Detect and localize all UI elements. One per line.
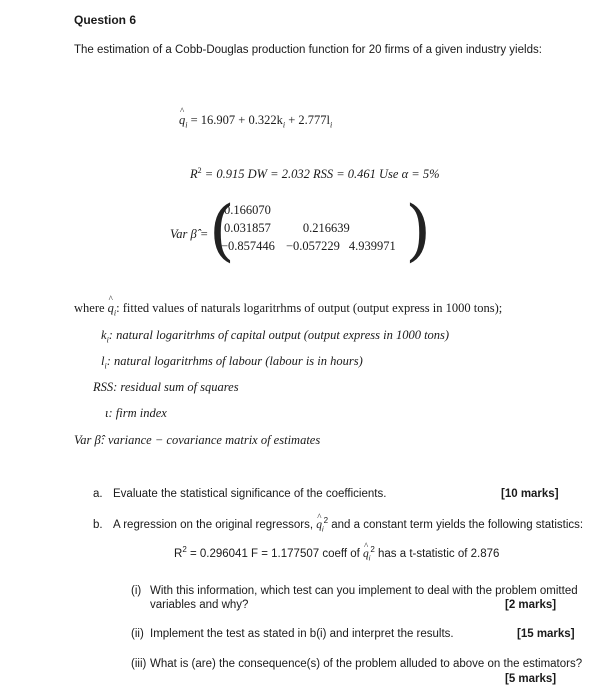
definition-var: Var β̂: variance − covariance matrix of estimates [74, 433, 321, 447]
matrix-row-2: 0.031857 0.216639 [224, 221, 350, 235]
matrix-right-paren: ) [405, 192, 431, 269]
definition-q: where ^ $q_i$: fitted values of naturals logaritrhms of output (output express in 1000 tons); [74, 301, 502, 318]
part-b-ii-text: Implement the test as stated in b(i) and interpret the results. [150, 628, 454, 640]
intro-text: The estimation of a Cobb-Douglas production function for 20 firms of a given industry yields: [74, 44, 542, 56]
question-heading: Question 6 [74, 13, 137, 27]
definition-k: $k_i$: natural logaritrhms of capital output (output express in 1000 tons) [101, 328, 450, 345]
part-b-i-label: (i) [131, 585, 142, 597]
matrix-row-1: 0.166070 [224, 203, 271, 217]
part-b-iii-text: What is (are) the consequence(s) of the problem alluded to above on the estimators? [150, 658, 583, 670]
definition-l: $l_i$: natural logaritrhms of labour (labour is in hours) [101, 354, 363, 371]
var-beta-label: Var β̂ = [170, 227, 209, 241]
part-a-marks: [10 marks] [501, 488, 559, 500]
part-b-iii-marks: [5 marks] [505, 673, 557, 685]
matrix-row-3: −0.857446 −0.057229 4.939971 [221, 239, 396, 253]
part-b-ii-marks: [15 marks] [517, 628, 575, 640]
regression-equation: ^ $q_i = 16.907 + 0.322k_i + 2.777l_i$ [179, 113, 332, 130]
part-b-label: b. [93, 519, 103, 531]
part-b-stats: $R^2 = 0.296041$ F = 1.177507 coeff of ^ $q_i^2$ has a t-statistic of 2.876 [174, 548, 499, 562]
part-b-i-text-1: With this information, which test can you implement to deal with the problem omitted [150, 585, 578, 597]
definition-rss: RSS: residual sum of squares [93, 380, 239, 394]
definition-iota: ι: firm index [105, 406, 167, 420]
part-a-label: a. [93, 488, 103, 500]
q-hat-symbol: ^ q [179, 113, 185, 128]
part-b-i-text-2: variables and why? [150, 599, 249, 611]
matrix-left-paren: ( [209, 192, 235, 269]
part-b-ii-label: (ii) [131, 628, 144, 640]
regression-stats: $R^2 = 0.915$ DW = 2.032 RSS = 0.461 Use α = 5% [190, 165, 440, 181]
part-b-text: A regression on the original regressors, ^ $q_i^2$ and a constant term yields the following statistics: [113, 519, 583, 533]
part-b-iii-label: (iii) [131, 658, 147, 670]
part-a-text: Evaluate the statistical significance of the coefficients. [113, 488, 387, 500]
variance-covariance-matrix [209, 192, 431, 269]
part-b-i-marks: [2 marks] [505, 599, 557, 611]
